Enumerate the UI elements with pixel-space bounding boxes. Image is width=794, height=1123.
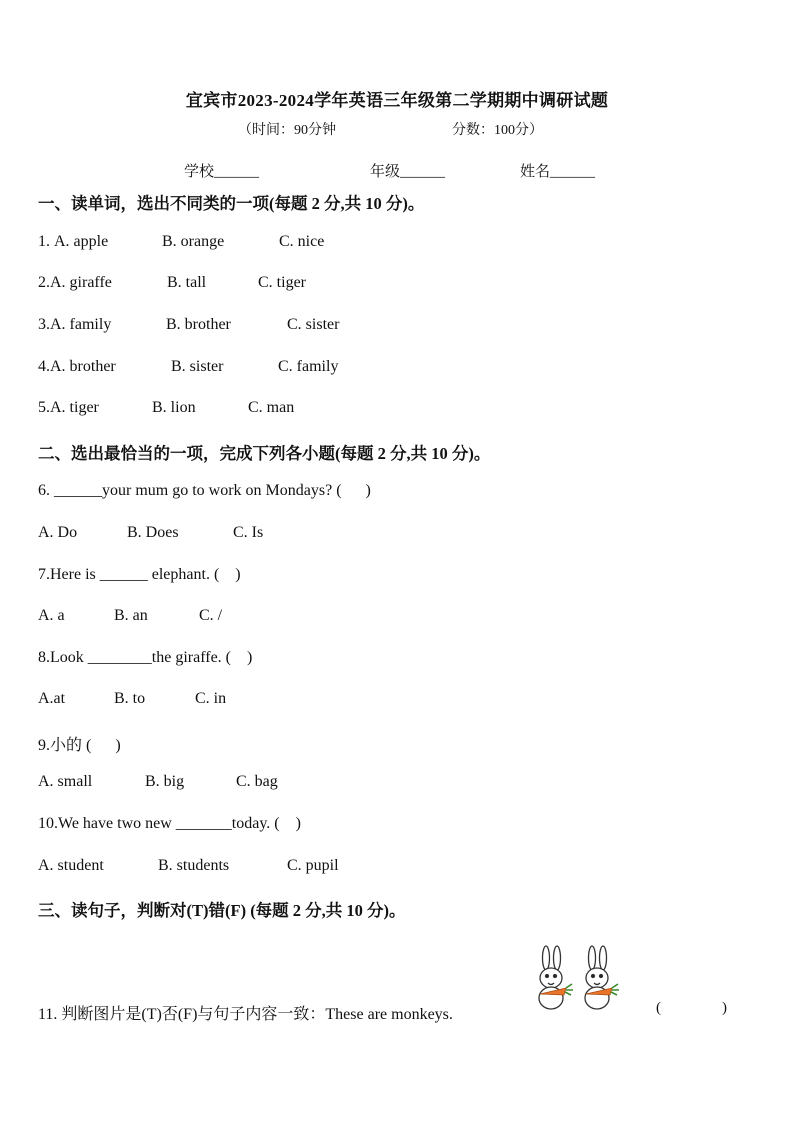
question-10: 10.We have two new _______today. ( ) xyxy=(38,815,301,832)
option-c: C. nice xyxy=(279,233,325,250)
option-b: B. lion xyxy=(152,399,196,416)
option-b: B. sister xyxy=(171,358,224,375)
question-number: 5. xyxy=(38,399,50,416)
option-b: B. orange xyxy=(162,233,225,250)
option-c: C. in xyxy=(195,690,227,707)
exam-title: 宜宾市2023-2024学年英语三年级第二学期期中调研试题 xyxy=(185,91,609,110)
question-8: 8.Look ________the giraffe. ( ) xyxy=(38,649,253,666)
option-b: B. Does xyxy=(127,524,179,541)
option-a: A. giraffe xyxy=(50,274,112,291)
option-b: B. to xyxy=(114,690,146,707)
question-3 xyxy=(38,316,339,334)
question-8-options xyxy=(38,690,226,708)
question-1 xyxy=(38,233,324,251)
rabbits-with-carrots-image xyxy=(528,942,626,1012)
rabbit-illustration xyxy=(539,946,563,1009)
option-c: C. pupil xyxy=(287,857,339,874)
question-7: 7.Here is ______ elephant. ( ) xyxy=(38,566,241,583)
option-a: A. a xyxy=(38,607,65,624)
option-a: A. student xyxy=(38,857,104,874)
option-c: C. sister xyxy=(287,316,340,333)
question-number: 3. xyxy=(38,316,50,333)
question-9: 9.小的 ( ) xyxy=(38,737,121,754)
option-c: C. family xyxy=(278,358,339,375)
section-1-heading: 一、读单词，选出不同类的一项(每题 2 分,共 10 分)。 xyxy=(38,194,425,213)
question-6-options xyxy=(38,524,263,542)
question-9-options xyxy=(38,773,278,791)
option-a: A. brother xyxy=(50,358,116,375)
section-3-heading: 三、读句子，判断对(T)错(F) (每题 2 分,共 10 分)。 xyxy=(38,901,406,920)
section-2-heading: 二、选出最恰当的一项，完成下列各小题(每题 2 分,共 10 分)。 xyxy=(38,444,491,463)
option-a: A. Do xyxy=(38,524,78,541)
question-6: 6. ______your mum go to work on Mondays? ( ) xyxy=(38,482,371,499)
school-field: 学校______ xyxy=(184,164,260,180)
option-b: B. an xyxy=(114,607,148,624)
option-c: C. Is xyxy=(233,524,264,541)
question-7-options xyxy=(38,607,222,625)
option-b: B. tall xyxy=(167,274,207,291)
question-number: 1. xyxy=(38,233,54,250)
option-a: A.at xyxy=(38,690,66,707)
answer-paren-close: ) xyxy=(722,1000,727,1016)
option-c: C. man xyxy=(248,399,295,416)
option-a: A. small xyxy=(38,773,93,790)
grade-field: 年级______ xyxy=(370,164,446,180)
question-2 xyxy=(38,274,306,292)
option-a: A. tiger xyxy=(50,399,99,416)
option-a: A. apple xyxy=(54,233,109,250)
question-5 xyxy=(38,399,294,417)
option-c: C. / xyxy=(199,607,223,624)
rabbit-illustration xyxy=(585,946,609,1009)
option-c: C. bag xyxy=(236,773,278,790)
name-field: 姓名______ xyxy=(520,164,596,180)
option-b: B. big xyxy=(145,773,185,790)
question-number: 4. xyxy=(38,358,50,375)
question-number: 2. xyxy=(38,274,50,291)
answer-paren-open: ( xyxy=(656,1000,661,1016)
question-4 xyxy=(38,358,338,376)
question-11: 11. 判断图片是(T)否(F)与句子内容一致：These are monkeys. xyxy=(38,1006,453,1023)
question-10-options xyxy=(38,857,339,875)
option-b: B. brother xyxy=(166,316,231,333)
option-c: C. tiger xyxy=(258,274,306,291)
option-b: B. students xyxy=(158,857,230,874)
exam-time: （时间：90分钟 xyxy=(238,123,336,138)
option-a: A. family xyxy=(50,316,112,333)
exam-score: 分数：100分） xyxy=(452,123,543,138)
